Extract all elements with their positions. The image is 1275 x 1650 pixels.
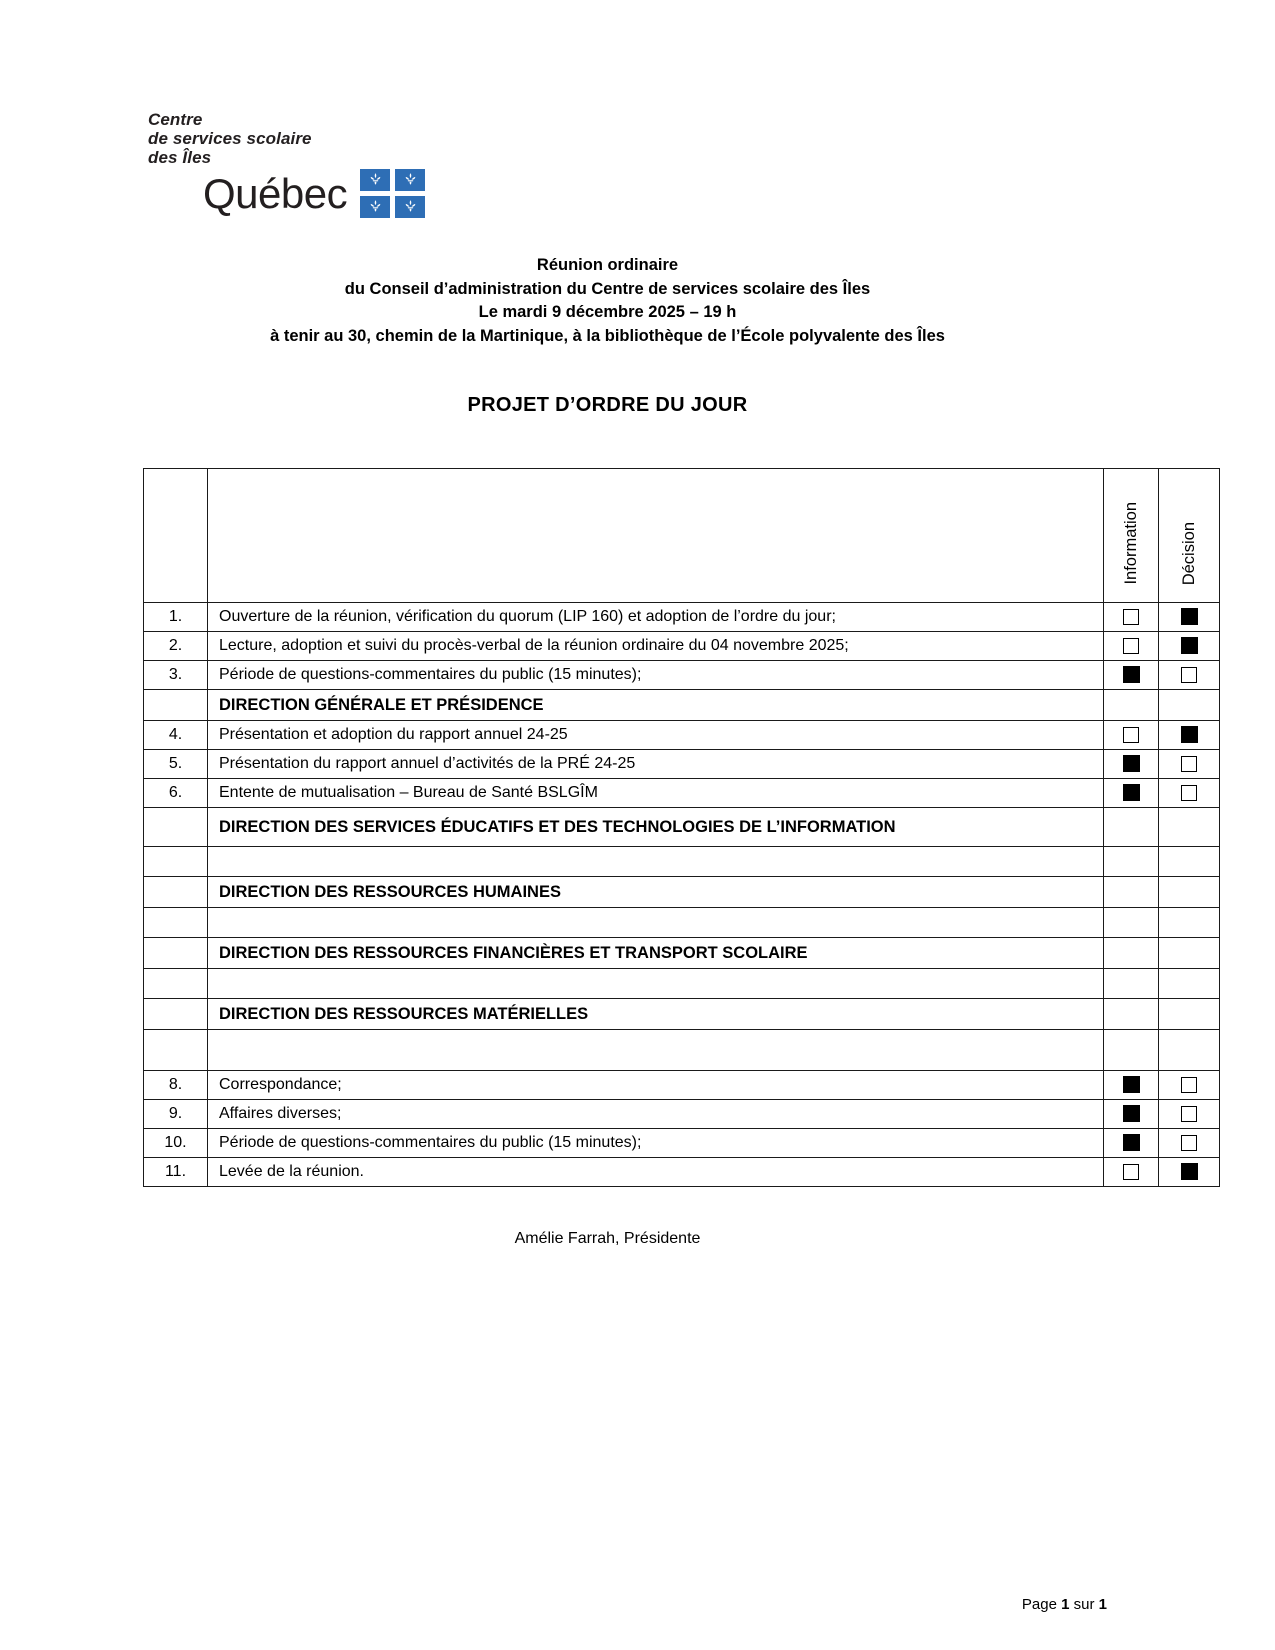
item-text: Ouverture de la réunion, vérification du quorum (LIP 160) et adoption de l’ordre du jour; [208,603,1104,632]
section-row [144,808,1220,847]
information-cell [1104,808,1159,847]
footer-page-number: 1 [1061,1596,1070,1613]
item-text: Levée de la réunion. [208,1158,1104,1187]
decision-cell [1159,632,1220,661]
checkbox-unchecked-icon [1123,638,1139,654]
decision-cell [1159,750,1220,779]
signature-line: Amélie Farrah, Présidente [514,1230,701,1247]
item-text [208,1030,1104,1071]
checkbox-checked-icon [1181,637,1198,654]
item-number [144,1030,208,1071]
decision-cell [1159,908,1220,938]
information-cell [1104,632,1159,661]
decision-cell [1159,603,1220,632]
spacer-row [144,908,1220,938]
checkbox-unchecked-icon [1181,756,1197,772]
item-number [144,690,208,721]
information-cell [1104,877,1159,908]
logo [148,110,425,218]
decision-cell [1159,938,1220,969]
item-text: Affaires diverses; [208,1100,1104,1129]
spacer-row [144,847,1220,877]
spacer-row [144,1030,1220,1071]
decision-cell [1159,969,1220,999]
item-text [208,847,1104,877]
information-cell [1104,1129,1159,1158]
information-cell [1104,1100,1159,1129]
decision-cell [1159,779,1220,808]
checkbox-checked-icon [1181,726,1198,743]
item-text: Période de questions-commentaires du public (15 minutes); [208,1129,1104,1158]
item-number [144,938,208,969]
item-number: 6. [144,779,208,808]
item-number: 10. [144,1129,208,1158]
agenda-table-body [144,469,1220,1187]
footer-total-pages: 1 [1098,1596,1107,1613]
fleur-de-lis-icon [360,169,390,191]
checkbox-checked-icon [1123,1076,1140,1093]
agenda-row [144,632,1220,661]
header-decision-cell [1159,469,1220,603]
spacer-row [144,969,1220,999]
checkbox-unchecked-icon [1181,1135,1197,1151]
checkbox-unchecked-icon [1181,1077,1197,1093]
information-cell [1104,661,1159,690]
decision-cell [1159,721,1220,750]
information-cell [1104,999,1159,1030]
checkbox-unchecked-icon [1123,609,1139,625]
information-cell [1104,1030,1159,1071]
checkbox-checked-icon [1123,1105,1140,1122]
agenda-row [144,750,1220,779]
decision-cell [1159,999,1220,1030]
footer-word-page: Page [1021,1596,1057,1613]
fleur-de-lis-icon [360,196,390,218]
checkbox-unchecked-icon [1181,785,1197,801]
item-text [208,908,1104,938]
table-header-row [144,469,1220,603]
fleur-de-lis-icon [395,169,425,191]
header-information-cell [1104,469,1159,603]
checkbox-checked-icon [1123,666,1140,683]
item-number: 9. [144,1100,208,1129]
decision-cell [1159,661,1220,690]
logo-org-line: des Îles [148,148,212,167]
information-cell [1104,750,1159,779]
item-text: Entente de mutualisation – Bureau de Santé BSLGÎM [208,779,1104,808]
item-number: 3. [144,661,208,690]
item-number: 8. [144,1071,208,1100]
agenda-row [144,721,1220,750]
decision-cell [1159,1071,1220,1100]
section-title: DIRECTION DES RESSOURCES FINANCIÈRES ET TRANSPORT SCOLAIRE [208,938,1104,969]
checkbox-checked-icon [1123,784,1140,801]
section-row [144,999,1220,1030]
information-cell [1104,603,1159,632]
fleur-de-lis-icon [395,196,425,218]
item-text: Correspondance; [208,1071,1104,1100]
agenda-table [143,468,1220,1187]
checkbox-checked-icon [1123,755,1140,772]
information-cell [1104,938,1159,969]
decision-column-label: Décision [1179,521,1198,585]
decision-cell [1159,808,1220,847]
decision-cell [1159,1030,1220,1071]
section-row [144,877,1220,908]
item-number [144,847,208,877]
item-number [144,808,208,847]
section-title: DIRECTION DES RESSOURCES MATÉRIELLES [208,999,1104,1030]
decision-cell [1159,847,1220,877]
section-title: DIRECTION DES SERVICES ÉDUCATIFS ET DES TECHNOLOGIES DE L’INFORMATION [208,808,1104,847]
logo-org-line: de services scolaire [148,129,312,148]
decision-cell [1159,1129,1220,1158]
logo-org-name [148,110,425,167]
item-number [144,877,208,908]
item-text [208,969,1104,999]
section-row [144,938,1220,969]
decision-cell [1159,1158,1220,1187]
decision-cell [1159,1100,1220,1129]
header-text-cell [208,469,1104,603]
agenda-row [144,603,1220,632]
section-row [144,690,1220,721]
checkbox-unchecked-icon [1123,727,1139,743]
information-cell [1104,908,1159,938]
quebec-wordmark: Québec [203,169,348,217]
item-text: Présentation du rapport annuel d’activités de la PRÉ 24-25 [208,750,1104,779]
meeting-header [0,254,1215,348]
checkbox-checked-icon [1123,1134,1140,1151]
item-number: 4. [144,721,208,750]
decision-cell [1159,877,1220,908]
information-cell [1104,690,1159,721]
information-cell [1104,1071,1159,1100]
footer-word-sur: sur [1073,1596,1095,1613]
checkbox-checked-icon [1181,1163,1198,1180]
quebec-signature [203,169,425,218]
agenda-row [144,661,1220,690]
agenda-row [144,1100,1220,1129]
checkbox-unchecked-icon [1123,1164,1139,1180]
header-number-cell [144,469,208,603]
item-number [144,908,208,938]
item-text: Lecture, adoption et suivi du procès-verbal de la réunion ordinaire du 04 novembre 2025; [208,632,1104,661]
agenda-row [144,1129,1220,1158]
item-number: 1. [144,603,208,632]
information-cell [1104,847,1159,877]
checkbox-checked-icon [1181,608,1198,625]
agenda-row [144,779,1220,808]
meeting-header-line: Réunion ordinaire [536,256,679,274]
item-number: 11. [144,1158,208,1187]
quebec-flags-icon [360,169,425,218]
item-number [144,999,208,1030]
information-cell [1104,721,1159,750]
agenda-row [144,1071,1220,1100]
meeting-header-line: du Conseil d’administration du Centre de services scolaire des Îles [344,279,871,298]
page-title: PROJET D’ORDRE DU JOUR [467,394,748,416]
logo-org-line: Centre [148,110,203,129]
item-number: 2. [144,632,208,661]
item-text: Période de questions-commentaires du public (15 minutes); [208,661,1104,690]
decision-cell [1159,690,1220,721]
section-title: DIRECTION DES RESSOURCES HUMAINES [208,877,1104,908]
agenda-row [144,1158,1220,1187]
meeting-header-line: Le mardi 9 décembre 2025 – 19 h [478,303,737,321]
item-text: Présentation et adoption du rapport annuel 24-25 [208,721,1104,750]
checkbox-unchecked-icon [1181,667,1197,683]
information-column-label: Information [1121,502,1140,585]
section-title: DIRECTION GÉNÉRALE ET PRÉSIDENCE [208,690,1104,721]
information-cell [1104,779,1159,808]
information-cell [1104,969,1159,999]
information-cell [1104,1158,1159,1187]
page-footer [1022,1596,1107,1613]
item-number: 5. [144,750,208,779]
meeting-header-line: à tenir au 30, chemin de la Martinique, à la bibliothèque de l’École polyvalente des Îles [270,326,945,345]
checkbox-unchecked-icon [1181,1106,1197,1122]
item-number [144,969,208,999]
